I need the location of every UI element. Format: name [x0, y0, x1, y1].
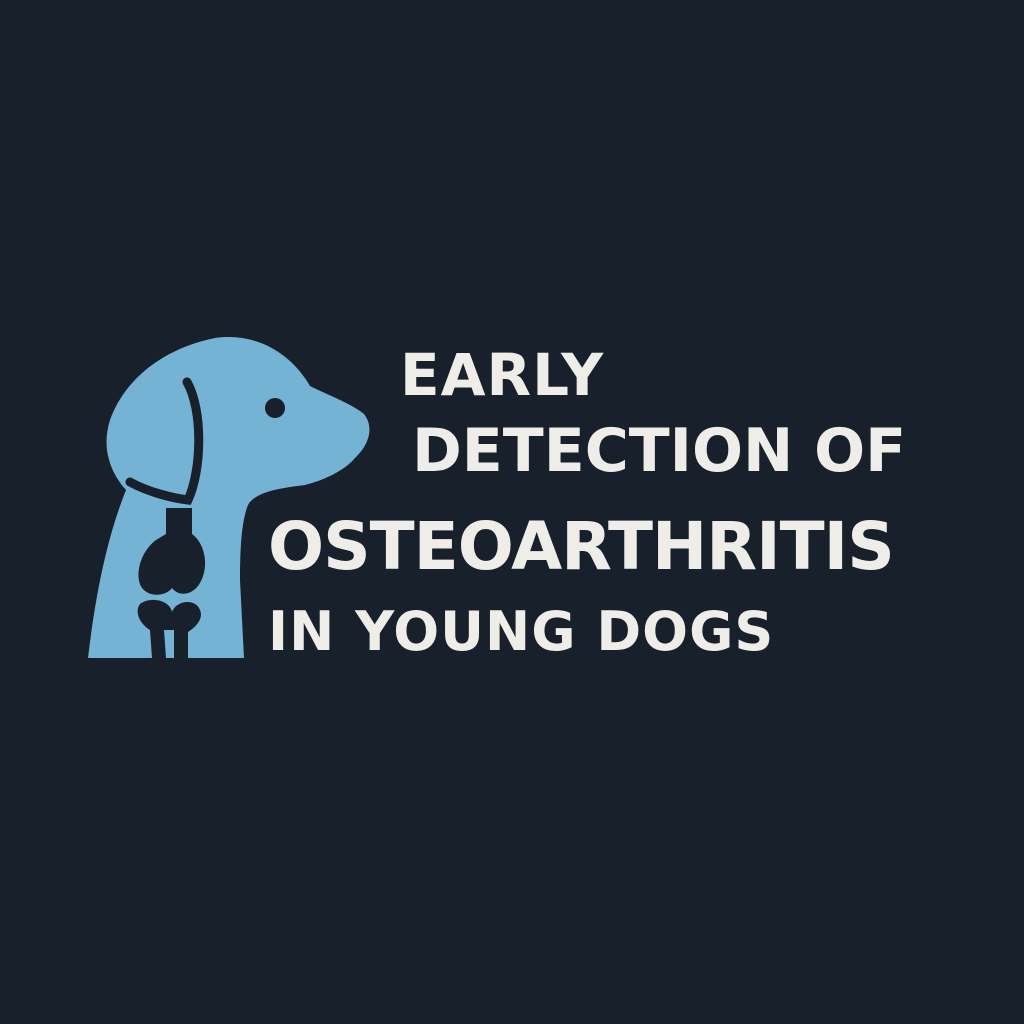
title-line-1: EARLY	[400, 341, 605, 409]
title-line-3: OSTEOARTHRITIS	[268, 508, 894, 585]
eye	[265, 398, 285, 418]
title-line-4: IN YOUNG DOGS	[268, 600, 775, 663]
title-line-2: DETECTION OF	[412, 416, 907, 486]
